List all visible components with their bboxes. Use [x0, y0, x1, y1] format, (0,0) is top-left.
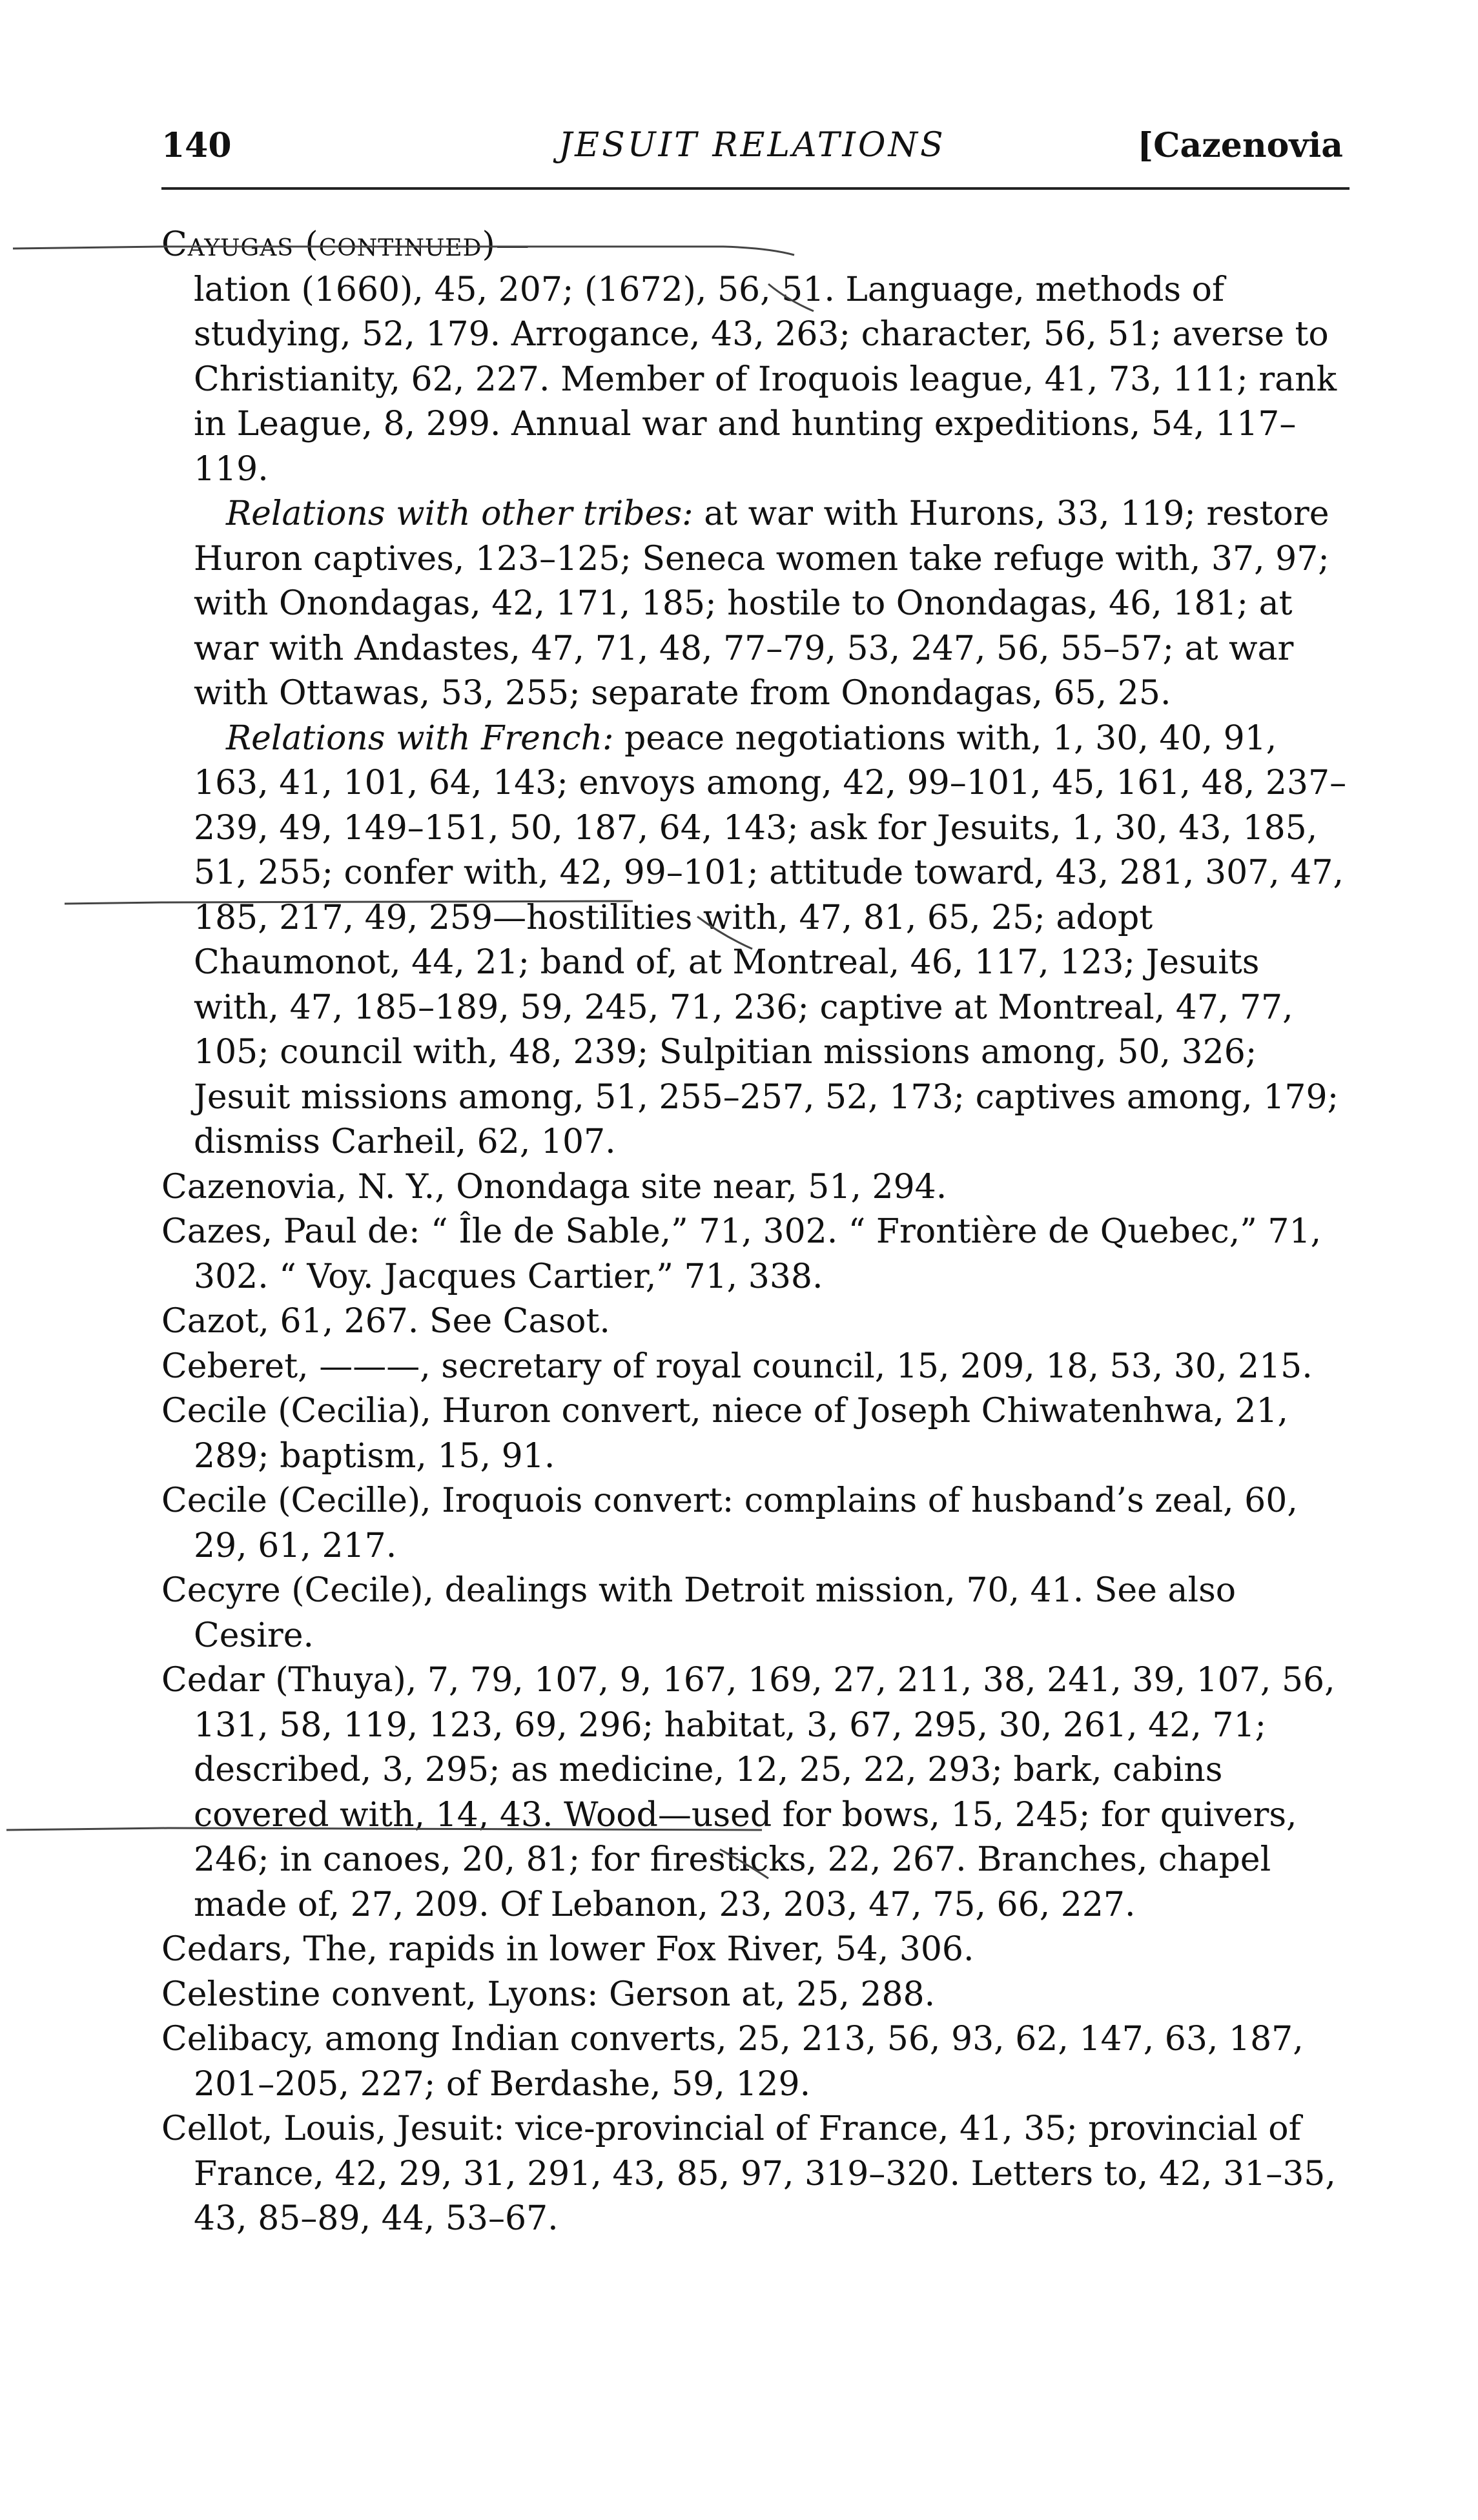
index-entry-cayugas: [161, 223, 1350, 492]
page-header: [161, 126, 1343, 178]
index-page-body: [161, 223, 1350, 2242]
header-rule: [161, 187, 1350, 190]
page-number: 140: [161, 126, 232, 165]
subentry-label: Relations with other tribes:: [226, 494, 693, 533]
subentry-relations-other-tribes: [161, 492, 1350, 716]
index-entry: Celestine convent, Lyons: Gerson at, 25, 288.: [161, 1975, 936, 2014]
index-entry: Cazenovia, N. Y., Onondaga site near, 51, 294.: [161, 1167, 947, 1206]
running-head: [Cazenovia: [1137, 126, 1343, 165]
index-entry: Cellot, Louis, Jesuit: vice-provincial of France, 41, 35; provincial of France, 42, 29, 31, 291, 43, 85, 97, 319–320. Letters to, 42, 31–35, 43, 85–89, 44, 53–67.: [161, 2109, 1336, 2238]
index-entry: Cazot, 61, 267. See Casot.: [161, 1302, 610, 1341]
index-entry: Cazes, Paul de: “ Île de Sable,” 71, 302. “ Frontière de Quebec,” 71, 302. “ Voy. Jacques Cartier,” 71, 338.: [161, 1212, 1322, 1296]
subentry-label: Relations with French:: [226, 718, 614, 758]
entry-heading: Cayugas (continued)—: [161, 225, 530, 264]
subentry-text: peace negotiations with, 1, 30, 40, 91, 163, 41, 101, 64, 143; envoys among, 42, 99–101, 45, 161, 48, 237–239, 49, 149–151, 50, 187, 64, 143; ask for Jesuits, 1, 30, 43, 185, 51, 255; confer with, 42, 99–101; attitude toward, 43, 281, 307, 47, 185, 217, 49, 259—hostilities with, 47, 81, 65, 25; adopt Chaumonot, 44, 21; band of, at Montreal, 46, 117, 123; Jesuits with, 47, 185–189, 59, 245, 71, 236; captive at Montreal, 47, 77, 105; council with, 48, 239; Sulpitian missions among, 50, 326; Jesuit missions among, 51, 255–257, 52, 173; captives among, 179; dismiss Carheil, 62, 107.: [194, 718, 1347, 1161]
index-entry: Celibacy, among Indian converts, 25, 213, 56, 93, 62, 147, 63, 187, 201–205, 227; of Berdashe, 59, 129.: [161, 2020, 1304, 2104]
index-entry: Cecile (Cecille), Iroquois convert: complains of husband’s zeal, 60, 29, 61, 217.: [161, 1481, 1298, 1565]
index-entry: Cecile (Cecilia), Huron convert, niece of Joseph Chiwatenhwa, 21, 289; baptism, 15, 91.: [161, 1392, 1289, 1476]
index-entry: Cedar (Thuya), 7, 79, 107, 9, 167, 169, 27, 211, 38, 241, 39, 107, 56, 131, 58, 119, 123, 69, 296; habitat, 3, 67, 295, 30, 261, 42, 71; described, 3, 295; as medicine, 12, 25, 22, 293; bark, cabins covered with, 14, 43. Wood—used for bows, 15, 245; for quivers, 246; in canoes, 20, 81; for firesticks, 22, 267. Branches, chapel made of, 27, 209. Of Lebanon, 23, 203, 47, 75, 66, 227.: [161, 1661, 1335, 1924]
subentry-relations-french: [161, 716, 1350, 1165]
index-entry: Ceberet, ———, secretary of royal council, 15, 209, 18, 53, 30, 215.: [161, 1346, 1313, 1386]
entry-text: lation (1660), 45, 207; (1672), 56, 51. Language, methods of studying, 52, 179. Arrogance, 43, 263; character, 56, 51; averse to Christianity, 62, 227. Member of Iroquois league, 41, 73, 111; rank in League, 8, 299. Annual war and hunting expeditions, 54, 117–119.: [194, 270, 1337, 489]
subentry-text: at war with Hurons, 33, 119; restore Huron captives, 123–125; Seneca women take refuge with, 37, 97; with Onondagas, 42, 171, 185; hostile to Onondagas, 46, 181; at war with Andastes, 47, 71, 48, 77–79, 53, 247, 56, 55–57; at war with Ottawas, 53, 255; separate from Onondagas, 65, 25.: [194, 494, 1329, 713]
index-entry: Cecyre (Cecile), dealings with Detroit mission, 70, 41. See also Cesire.: [161, 1571, 1237, 1655]
running-title: JESUIT RELATIONS: [559, 126, 946, 165]
index-entry: Cedars, The, rapids in lower Fox River, 54, 306.: [161, 1930, 974, 1969]
